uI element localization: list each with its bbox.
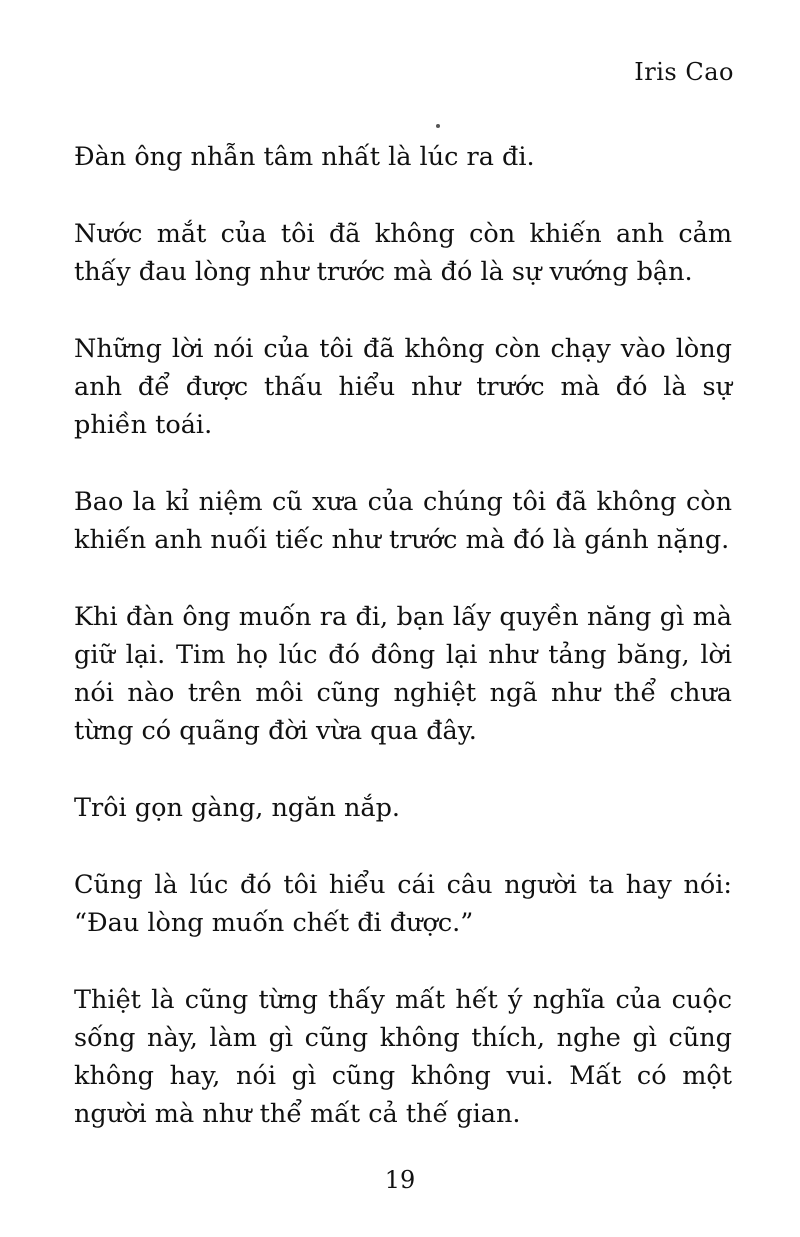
paragraph: Nước mắt của tôi đã không còn khiến anh cảm thấy đau lòng như trước mà đó là sự vướng bận. <box>74 219 732 287</box>
print-speck <box>436 124 440 128</box>
paragraph: Khi đàn ông muốn ra đi, bạn lấy quyền năng gì mà giữ lại. Tim họ lúc đó đông lại như tảng băng, lời nói nào trên môi cũng nghiệt ngã như thể chưa từng có quãng đời vừa qua đây. <box>74 602 732 746</box>
paragraph: Những lời nói của tôi đã không còn chạy vào lòng anh để được thấu hiểu như trước mà đó là sự phiền toái. <box>74 334 732 440</box>
paragraph: Bao la kỉ niệm cũ xưa của chúng tôi đã không còn khiến anh nuối tiếc như trước mà đó là gánh nặng. <box>74 487 732 555</box>
paragraph: Thiệt là cũng từng thấy mất hết ý nghĩa của cuộc sống này, làm gì cũng không thích, nghe gì cũng không hay, nói gì cũng không vui. Mất có một người mà như thể mất cả thế gian. <box>74 985 732 1129</box>
paragraph: Trôi gọn gàng, ngăn nắp. <box>74 793 401 823</box>
body-text <box>74 138 732 1172</box>
page-number: 19 <box>384 1166 416 1194</box>
running-header-author: Iris Cao <box>634 58 734 86</box>
paragraph: Cũng là lúc đó tôi hiểu cái câu người ta hay nói: “Đau lòng muốn chết đi được.” <box>74 870 732 938</box>
paragraph: Đàn ông nhẫn tâm nhất là lúc ra đi. <box>74 142 535 172</box>
